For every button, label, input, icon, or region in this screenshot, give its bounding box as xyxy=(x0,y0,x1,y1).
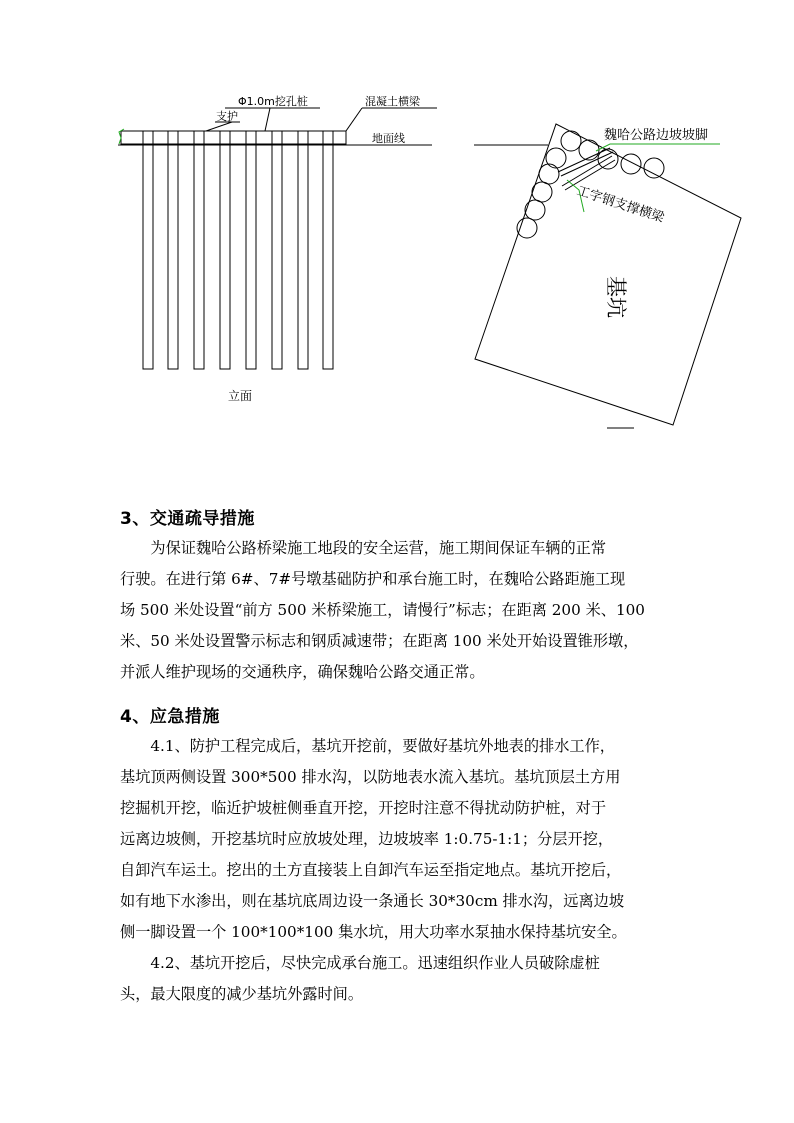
label-ground: 地面线 xyxy=(372,132,405,145)
plan-pile xyxy=(532,182,552,202)
plan-pile xyxy=(561,131,581,151)
pile-leader xyxy=(265,108,270,131)
label-pile: Φ1.0m挖孔桩 xyxy=(238,95,308,108)
text-line: 挖掘机开挖，临近护坡桩侧垂直开挖，开挖时注意不得扰动防护桩，对于 xyxy=(120,799,606,817)
plan-pile xyxy=(539,164,559,184)
text-line: 基坑顶两侧设置 300*500 排水沟，以防地表水流入基坑。基坑顶层土方用 xyxy=(120,768,621,786)
text-line: 米、50 米处设置警示标志和钢质减速带；在距离 100 米处开始设置锥形墩， xyxy=(120,632,639,650)
elevation-caption: 立面 xyxy=(228,389,253,403)
pile xyxy=(194,131,204,369)
plan-pile xyxy=(579,140,599,160)
text-line: 4.1、防护工程完成后，基坑开挖前，要做好基坑外地表的排水工作， xyxy=(120,737,615,755)
toe-leader xyxy=(596,144,720,151)
plan-pile xyxy=(546,148,566,168)
text-line: 并派人维护现场的交通秩序，确保魏哈公路交通正常。 xyxy=(120,663,485,681)
concrete-beam xyxy=(121,131,346,144)
pile xyxy=(220,131,230,369)
beam-leader xyxy=(346,108,362,131)
text-line: 4.2、基坑开挖后，尽快完成承台施工。迅速组织作业人员破除虚桩 xyxy=(120,954,600,972)
plan-pile xyxy=(525,200,545,220)
pile xyxy=(168,131,178,369)
steel-strut xyxy=(565,160,615,190)
steel-strut xyxy=(561,152,613,176)
text-line: 侧一脚设置一个 100*100*100 集水坑，用大功率水泵抽水保持基坑安全。 xyxy=(120,923,627,941)
section-4-paragraph-2 xyxy=(120,948,680,1010)
label-steel-strut: 工字钢支撑横梁 xyxy=(574,183,666,226)
section-3-paragraph xyxy=(120,533,680,688)
pile xyxy=(246,131,256,369)
section-4-heading: 4、应急措施 xyxy=(120,707,220,727)
section-3-heading: 3、交通疏导措施 xyxy=(120,509,255,529)
elevation-view xyxy=(118,108,437,369)
support-leader xyxy=(206,122,232,131)
label-slope-toe: 魏哈公路边坡坡脚 xyxy=(604,128,709,143)
label-support: 支护 xyxy=(216,110,238,123)
text-line: 如有地下水渗出，则在基坑底周边设一条通长 30*30cm 排水沟，远离边坡 xyxy=(120,892,625,910)
text-line: 自卸汽车运土。挖出的土方直接装上自卸汽车运至指定地点。基坑开挖后， xyxy=(120,861,622,879)
pile xyxy=(323,131,333,369)
pile xyxy=(272,131,282,369)
text-line: 远离边坡侧，开挖基坑时应放坡处理，边坡坡率 1:0.75-1:1；分层开挖， xyxy=(120,830,614,848)
text-line: 行驶。在进行第 6#、7#号墩基础防护和承台施工时，在魏哈公路距施工现 xyxy=(120,570,626,588)
pile xyxy=(143,131,153,369)
pile xyxy=(298,131,308,369)
text-line: 为保证魏哈公路桥梁施工地段的安全运营，施工期间保证车辆的正常 xyxy=(120,539,606,557)
text-line: 头，最大限度的减少基坑外露时间。 xyxy=(120,985,363,1003)
piles xyxy=(143,131,333,369)
label-beam: 混凝土横梁 xyxy=(365,95,420,108)
section-4-paragraph-1 xyxy=(120,731,680,948)
text-line: 场 500 米处设置“前方 500 米桥梁施工，请慢行”标志；在距离 200 米、100 xyxy=(120,601,645,619)
plan-pile xyxy=(644,158,664,178)
plan-pile xyxy=(621,154,641,174)
construction-figure xyxy=(0,0,794,460)
label-foundation-pit: 基坑 xyxy=(604,276,628,318)
plan-piles xyxy=(517,131,664,238)
